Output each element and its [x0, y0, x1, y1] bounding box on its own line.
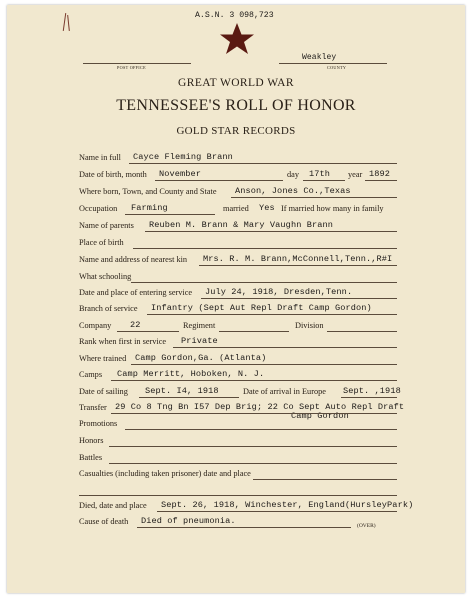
rank-value: Private — [181, 336, 218, 346]
cause-value: Died of pneumonia. — [141, 516, 236, 526]
occupation-label: Occupation — [79, 204, 118, 213]
title-roll-of-honor: TENNESSEE'S ROLL OF HONOR — [116, 97, 356, 114]
regiment-line — [219, 331, 289, 332]
year-label: year — [348, 170, 363, 179]
county-line — [279, 63, 387, 64]
asn-number: A.S.N. 3 098,723 — [195, 11, 274, 20]
died-value: Sept. 26, 1918, Winchester, England(HursleyPark) — [161, 500, 414, 510]
parents-value: Reuben M. Brann & Mary Vaughn Brann — [149, 220, 333, 230]
county-value: Weakley — [302, 53, 337, 62]
name-line — [129, 163, 397, 164]
arrival-label: Date of arrival in Europe — [243, 387, 326, 396]
company-value: 22 — [130, 320, 141, 330]
promotions-label: Promotions — [79, 419, 118, 428]
kin-label: Name and address of nearest kin — [79, 255, 188, 264]
sailing-label: Date of sailing — [79, 387, 128, 396]
dob-month: November — [159, 169, 202, 179]
kin-line — [199, 265, 397, 266]
branch-label: Branch of service — [79, 304, 138, 313]
branch-line — [147, 314, 397, 315]
battles-line — [109, 463, 397, 464]
regiment-label: Regiment — [183, 321, 216, 330]
kin-value: Mrs. R. M. Brann,McConnell,Tenn.,R#I — [203, 254, 393, 264]
trained-value: Camp Gordon,Ga. (Atlanta) — [135, 353, 267, 363]
parents-line — [145, 231, 397, 232]
company-label: Company — [79, 321, 112, 330]
pencil-mark — [63, 13, 66, 31]
transfer-label: Transfer — [79, 403, 107, 412]
dob-day: 17th — [309, 169, 331, 179]
camps-line — [111, 380, 397, 381]
trained-line — [131, 364, 397, 365]
married-value: Yes — [259, 203, 275, 213]
transfer-value: 29 Co 8 Tng Bn I57 Dep Brig; 22 Co Sept Auto Repl Draft — [115, 402, 405, 412]
entering-label: Date and place of entering service — [79, 288, 193, 297]
post-office-label: POST OFFICE — [117, 65, 146, 70]
born-value: Anson, Jones Co.,Texas — [235, 186, 351, 196]
gold-star-icon — [214, 22, 260, 56]
married-many-label: If married how many in family — [281, 204, 384, 213]
married-label: married — [223, 204, 249, 213]
place-birth-line — [133, 248, 397, 249]
casualties-label: Casualties (including taken prisoner) date and place — [79, 469, 251, 478]
dob-year-line — [365, 180, 397, 181]
pencil-mark — [67, 15, 70, 31]
cause-line — [137, 527, 351, 528]
company-line — [117, 331, 179, 332]
casualties-line-2 — [79, 495, 397, 496]
transfer-value-continued: Camp Gordon — [291, 411, 349, 421]
occupation-line — [125, 214, 215, 215]
post-office-line — [83, 63, 191, 64]
honors-label: Honors — [79, 436, 104, 445]
rank-label: Rank when first in service — [79, 337, 167, 346]
place-birth-label: Place of birth — [79, 238, 124, 247]
dob-year: 1892 — [369, 169, 391, 179]
division-label: Division — [295, 321, 324, 330]
entering-value: July 24, 1918, Dresden,Tenn. — [205, 287, 353, 297]
honors-line — [109, 446, 397, 447]
name-label: Name in full — [79, 153, 121, 162]
dob-label: Date of birth, month — [79, 170, 147, 179]
transfer-line — [111, 413, 397, 414]
division-line — [327, 331, 397, 332]
day-label: day — [287, 170, 299, 179]
cause-label: Cause of death — [79, 517, 129, 526]
dob-month-line — [155, 180, 283, 181]
schooling-line — [131, 282, 397, 283]
sailing-line — [139, 397, 239, 398]
entering-line — [201, 298, 397, 299]
born-line — [231, 197, 397, 198]
arrival-line — [341, 397, 397, 398]
over-label: (OVER) — [357, 523, 376, 529]
occupation-value: Farming — [131, 203, 168, 213]
born-label: Where born, Town, and County and State — [79, 187, 217, 196]
dob-day-line — [303, 180, 345, 181]
casualties-line — [253, 479, 397, 480]
died-label: Died, date and place — [79, 501, 147, 510]
promotions-line — [125, 429, 397, 430]
title-gold-star-records: GOLD STAR RECORDS — [176, 125, 296, 137]
battles-label: Battles — [79, 453, 103, 462]
camps-value: Camp Merritt, Hoboken, N. J. — [117, 369, 265, 379]
trained-label: Where trained — [79, 354, 127, 363]
record-card — [7, 5, 465, 593]
name-value: Cayce Fleming Brann — [133, 152, 233, 162]
camps-label: Camps — [79, 370, 103, 379]
title-great-world-war: GREAT WORLD WAR — [178, 77, 294, 89]
arrival-value: Sept. ,1918 — [343, 386, 401, 396]
county-label: COUNTY — [327, 65, 347, 70]
branch-value: Infantry (Sept Aut Repl Draft Camp Gordon) — [151, 303, 372, 313]
parents-label: Name of parents — [79, 221, 134, 230]
schooling-label: What schooling — [79, 272, 132, 281]
rank-line — [173, 347, 397, 348]
sailing-value: Sept. I4, 1918 — [145, 386, 219, 396]
died-line — [157, 511, 397, 512]
